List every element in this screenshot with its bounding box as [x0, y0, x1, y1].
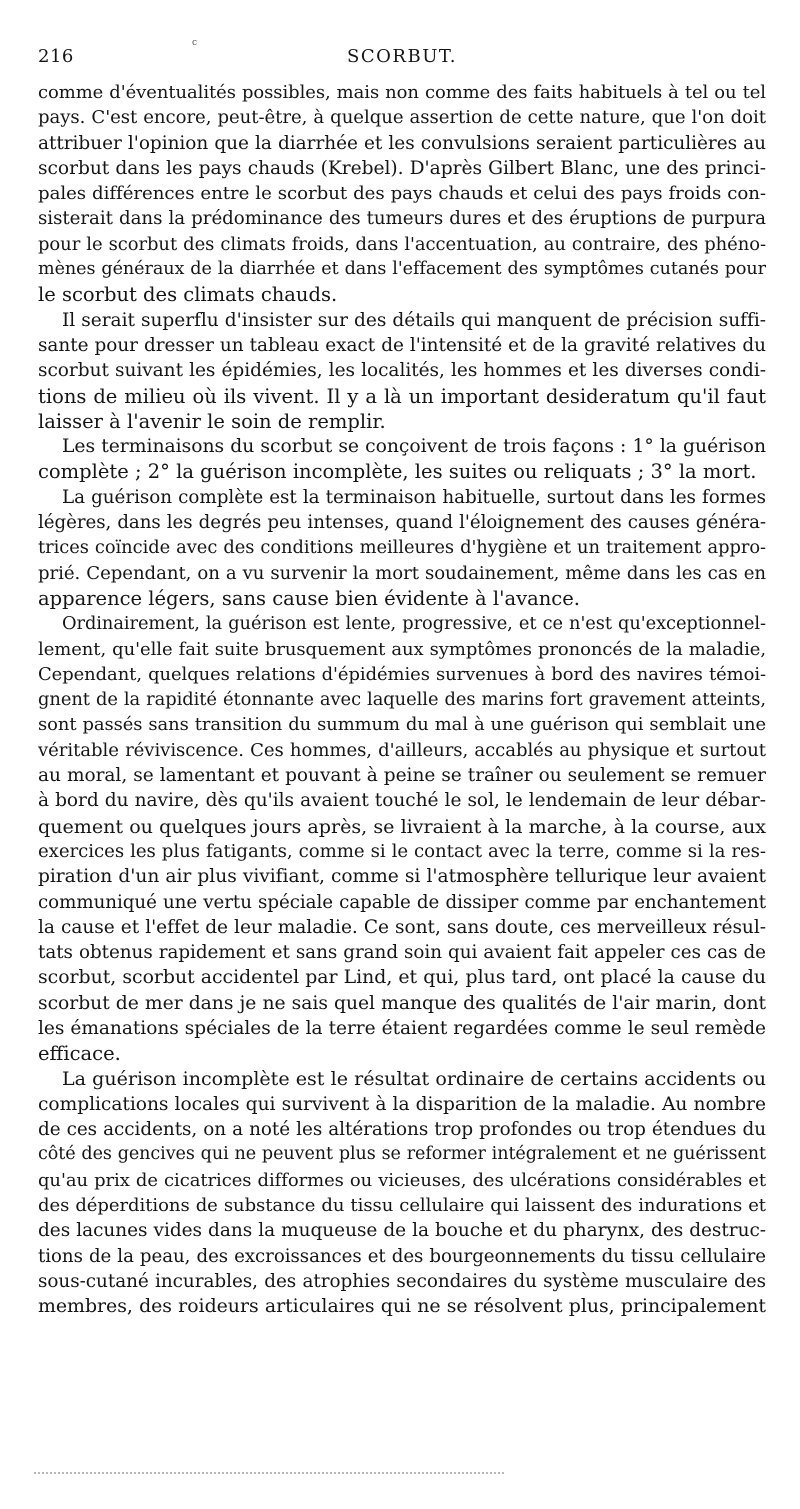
- text-line: au moral, se lamentant et pouvant à peine se traîner ou seulement se remuer: [38, 765, 766, 787]
- text-line: exercices les plus fatigants, comme si le contact avec la terre, comme si la res-: [38, 840, 766, 862]
- text-line: Ordinairement, la guérison est lente, progressive, et ce n'est qu'exceptionnel-: [62, 613, 766, 635]
- running-title: SCORBUT.: [347, 46, 457, 67]
- text-line: les émanations spéciales de la terre étaient regardées comme le seul remède: [38, 1017, 766, 1039]
- text-line: Cependant, quelques relations d'épidémies survenues à bord des navires témoi-: [38, 663, 766, 685]
- text-line: efficace.: [38, 1042, 121, 1066]
- text-line: sous-cutané incurables, des atrophies secondaires du système musculaire des: [38, 1270, 766, 1292]
- body-text: [38, 80, 766, 1320]
- page-number: 216: [38, 46, 74, 67]
- text-line: laisser à l'avenir le soin de remplir.: [38, 409, 386, 433]
- text-line: véritable réviviscence. Ces hommes, d'ailleurs, accablés au physique et surtout: [38, 739, 766, 761]
- text-line: côté des gencives qui ne peuvent plus se reformer intégralement et ne guérissent: [38, 1144, 766, 1165]
- text-line: piration d'un air plus vivifiant, comme si l'atmosphère tellurique leur avaient: [38, 866, 766, 888]
- text-line: complète ; 2° la guérison incomplète, les suites ou reliquats ; 3° la mort.: [38, 460, 757, 484]
- text-line: scorbut de mer dans je ne sais quel manque des qualités de l'air marin, dont: [38, 992, 766, 1014]
- running-header: [38, 46, 766, 80]
- text-line: La guérison incomplète est le résultat ordinaire de certains accidents ou: [62, 1067, 766, 1090]
- text-line: légères, dans les degrés peu intenses, quand l'éloignement des causes généra-: [38, 512, 766, 534]
- text-line: communiqué une vertu spéciale capable de dissiper comme par enchantement: [38, 891, 766, 913]
- text-line: le scorbut des climats chauds.: [38, 283, 338, 307]
- page-top-mark: c: [192, 38, 198, 48]
- text-line: membres, des roideurs articulaires qui ne se résolvent plus, principalement: [38, 1295, 766, 1318]
- text-line: La guérison complète est la terminaison habituelle, surtout dans les formes: [62, 486, 766, 508]
- text-line: des déperditions de substance du tissu cellulaire qui laissent des indurations et: [38, 1195, 766, 1217]
- bottom-dotted-rule: [34, 1472, 504, 1474]
- text-line: prié. Cependant, on a vu survenir la mort soudainement, même dans les cas en: [38, 562, 766, 584]
- text-line: à bord du navire, dès qu'ils avaient touché le sol, le lendemain de leur débar-: [38, 790, 766, 812]
- text-line: apparence légers, sans cause bien évidente à l'avance.: [38, 586, 580, 610]
- text-line: quement ou quelques jours après, se livraient à la marche, à la course, aux: [38, 814, 766, 838]
- text-line: des lacunes vides dans la muqueuse de la bouche et du pharynx, des destruc-: [38, 1220, 766, 1242]
- text-line: sante pour dresser un tableau exact de l'intensité et de la gravité relatives du: [38, 334, 766, 356]
- text-line: scorbut dans les pays chauds (Krebel). D'après Gilbert Blanc, une des princi-: [38, 157, 766, 179]
- text-line: tions de la peau, des excroissances et des bourgeonnements du tissu cellulaire: [38, 1245, 766, 1267]
- document-page: [38, 46, 766, 1320]
- text-line: attribuer l'opinion que la diarrhée et les convulsions seraient particulières au: [38, 132, 766, 154]
- text-line: tions de milieu où ils vivent. Il y a là un important desideratum qu'il faut: [38, 384, 766, 408]
- text-line: comme d'éventualités possibles, mais non comme des faits habituels à tel ou tel: [38, 82, 766, 103]
- text-line: pour le scorbut des climats froids, dans l'accentuation, au contraire, des phéno-: [38, 233, 766, 255]
- text-line: mènes généraux de la diarrhée et dans l'effacement des symptômes cutanés pour: [38, 259, 766, 280]
- text-line: pales différences entre le scorbut des pays chauds et celui des pays froids con-: [38, 183, 766, 205]
- text-line: complications locales qui survivent à la disparition de la maladie. Au nombre: [38, 1093, 766, 1115]
- text-line: pays. C'est encore, peut-être, à quelque assertion de cette nature, que l'on doit: [38, 107, 766, 129]
- text-line: la cause et l'effet de leur maladie. Ce sont, sans doute, ces merveilleux résul-: [38, 916, 766, 938]
- text-line: scorbut, scorbut accidentel par Lind, et qui, plus tard, ont placé la cause du: [38, 966, 766, 989]
- text-line: qu'au prix de cicatrices difformes ou vicieuses, des ulcérations considérables et: [38, 1169, 766, 1191]
- text-line: lement, qu'elle fait suite brusquement aux symptômes prononcés de la maladie,: [38, 638, 766, 660]
- text-line: sont passés sans transition du summum du mal à une guérison qui semblait une: [38, 714, 766, 736]
- text-line: sisterait dans la prédominance des tumeurs dures et des éruptions de purpura: [38, 208, 766, 230]
- text-line: gnent de la rapidité étonnante avec laquelle des marins fort gravement atteints,: [38, 689, 766, 711]
- text-line: Il serait superflu d'insister sur des détails qui manquent de précision suffi-: [62, 309, 766, 331]
- text-line: scorbut suivant les épidémies, les localités, les hommes et les diverses condi-: [38, 360, 766, 382]
- text-line: trices coïncide avec des conditions meilleures d'hygiène et un traitement appro-: [38, 537, 766, 559]
- text-line: Les terminaisons du scorbut se conçoivent de trois façons : 1° la guérison: [62, 436, 766, 458]
- text-line: de ces accidents, on a noté les altérations trop profondes ou trop étendues du: [38, 1119, 766, 1141]
- text-line: tats obtenus rapidement et sans grand soin qui avaient fait appeler ces cas de: [38, 942, 766, 964]
